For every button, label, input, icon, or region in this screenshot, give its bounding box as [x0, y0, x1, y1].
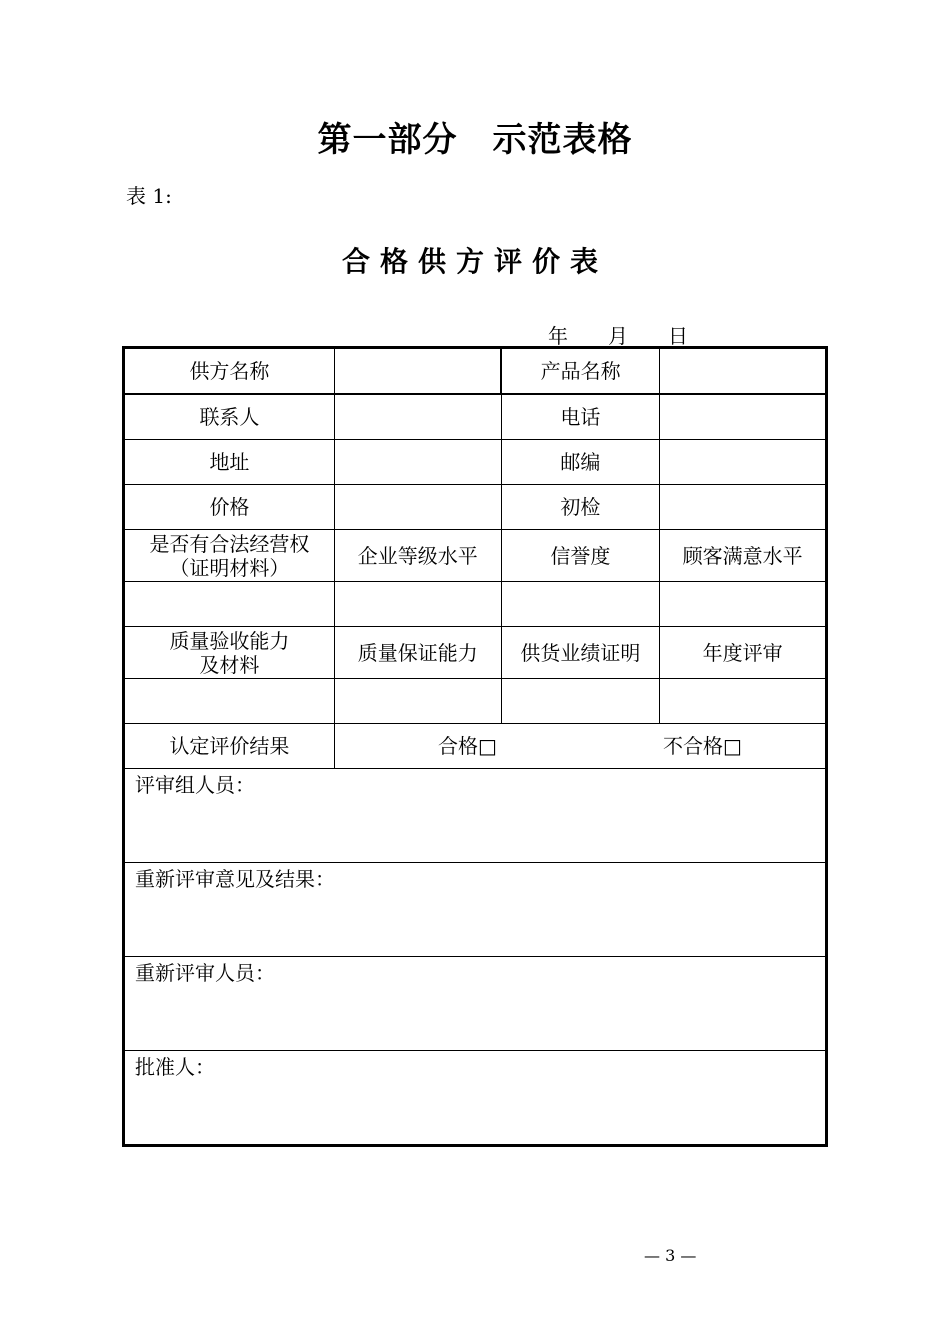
postcode-field[interactable]	[660, 440, 827, 485]
review-team-label: 评审组人员：	[135, 773, 255, 797]
table-row	[124, 530, 827, 582]
approver-label: 批准人：	[135, 1055, 215, 1079]
enterprise-level-field[interactable]	[334, 582, 501, 627]
phone-label: 电话	[501, 394, 660, 440]
approver-block[interactable]	[124, 1051, 827, 1146]
credit-field[interactable]	[501, 582, 660, 627]
form-title: 合格供方评价表	[341, 245, 608, 278]
re-review-opinion-label: 重新评审意见及结果：	[135, 867, 335, 891]
table-row	[124, 679, 827, 724]
quality-acceptance-label	[124, 627, 335, 679]
table-label: 表 1:	[126, 184, 172, 208]
postcode-label: 邮编	[501, 440, 660, 485]
table-row	[124, 1051, 827, 1146]
qualified-checkbox[interactable]: 合格□	[437, 734, 497, 758]
table-row	[124, 485, 827, 530]
table-row	[124, 440, 827, 485]
table-row	[124, 348, 827, 395]
customer-satisfaction-field[interactable]	[660, 582, 827, 627]
initial-inspection-field[interactable]	[660, 485, 827, 530]
table-row	[124, 957, 827, 1051]
address-label: 地址	[124, 440, 335, 485]
quality-acceptance-label-line1: 质量验收能力	[169, 628, 290, 653]
legal-license-label	[124, 530, 335, 582]
price-field[interactable]	[334, 485, 501, 530]
table-row	[124, 627, 827, 679]
review-team-block[interactable]	[124, 769, 827, 863]
legal-license-field[interactable]	[124, 582, 335, 627]
table-row	[124, 769, 827, 863]
re-review-opinion-block[interactable]	[124, 863, 827, 957]
credit-label: 信誉度	[501, 530, 660, 582]
product-name-label: 产品名称	[501, 348, 660, 395]
product-name-field[interactable]	[660, 348, 827, 395]
annual-review-label: 年度评审	[660, 627, 827, 679]
annual-review-field[interactable]	[660, 679, 827, 724]
supplier-name-label: 供方名称	[124, 348, 335, 395]
legal-license-label-line1: 是否有合法经营权	[149, 531, 310, 556]
phone-field[interactable]	[660, 394, 827, 440]
supplier-name-field[interactable]	[334, 348, 501, 395]
page-number: — 3 —	[644, 1246, 697, 1265]
table-row	[124, 582, 827, 627]
table-row	[124, 724, 827, 769]
address-field[interactable]	[334, 440, 501, 485]
initial-inspection-label: 初检	[501, 485, 660, 530]
re-review-staff-label: 重新评审人员：	[135, 961, 275, 985]
price-label: 价格	[124, 485, 335, 530]
enterprise-level-label: 企业等级水平	[334, 530, 501, 582]
result-options	[334, 724, 826, 769]
part-title: 第一部分 示范表格	[317, 120, 633, 160]
date-line: 年 月 日	[548, 324, 688, 348]
customer-satisfaction-label: 顾客满意水平	[660, 530, 827, 582]
quality-acceptance-label-line2: 及材料	[199, 652, 260, 677]
contact-field[interactable]	[334, 394, 501, 440]
contact-label: 联系人	[124, 394, 335, 440]
quality-assurance-label: 质量保证能力	[334, 627, 501, 679]
supply-performance-field[interactable]	[501, 679, 660, 724]
legal-license-label-line2: （证明材料）	[169, 555, 290, 580]
result-label: 认定评价结果	[124, 724, 335, 769]
unqualified-checkbox[interactable]: 不合格□	[663, 734, 742, 758]
re-review-staff-block[interactable]	[124, 957, 827, 1051]
supplier-evaluation-table	[122, 346, 828, 1147]
table-row	[124, 394, 827, 440]
supply-performance-label: 供货业绩证明	[501, 627, 660, 679]
table-row	[124, 863, 827, 957]
quality-assurance-field[interactable]	[334, 679, 501, 724]
quality-acceptance-field[interactable]	[124, 679, 335, 724]
